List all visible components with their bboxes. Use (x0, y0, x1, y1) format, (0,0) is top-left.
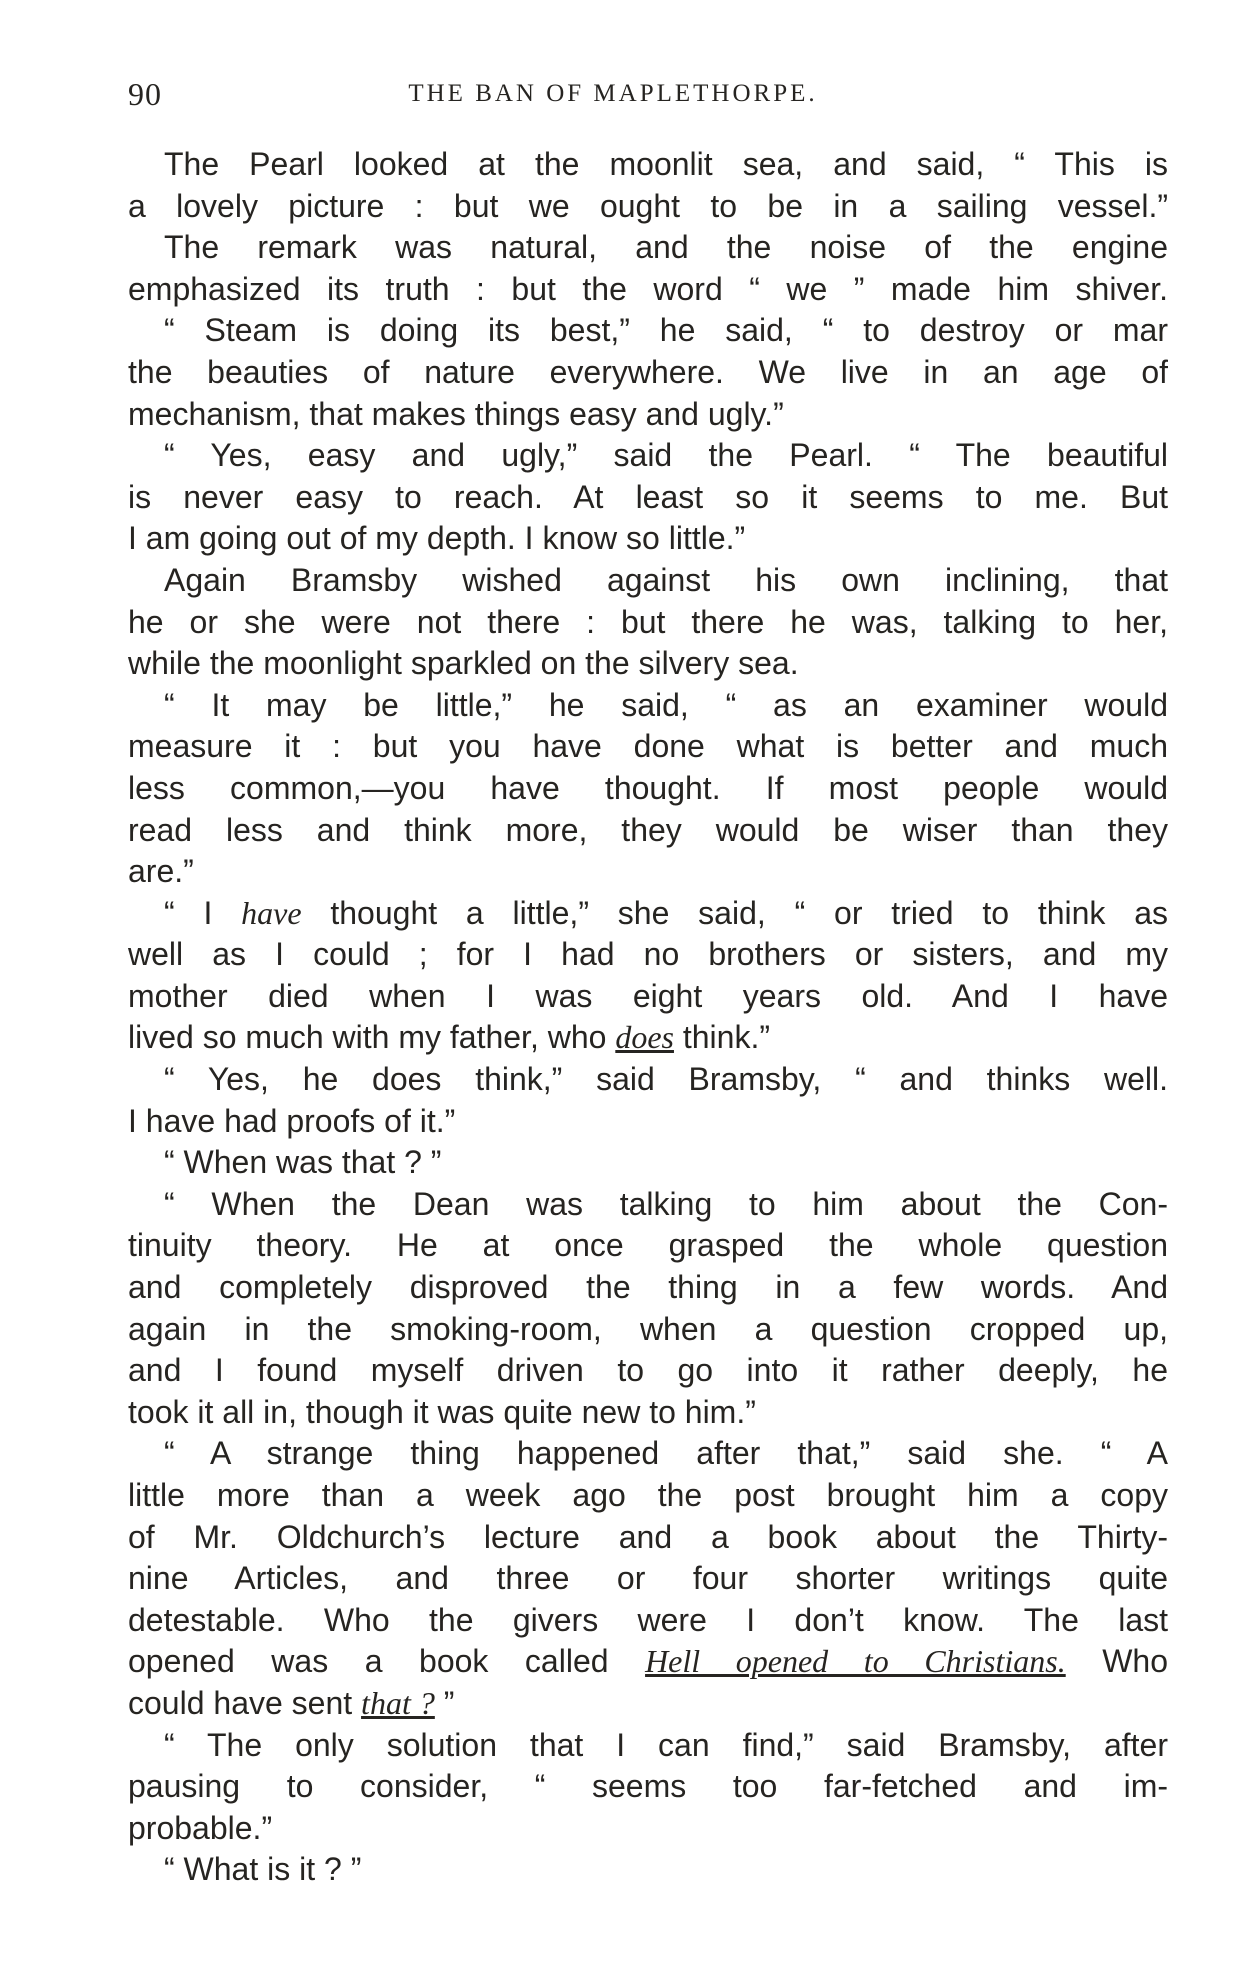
text-line (128, 1766, 1168, 1808)
text-segment: and I found myself driven to go into it rather deeply, he (128, 1352, 1168, 1389)
text-segment: “ I (164, 894, 242, 931)
text-line (128, 518, 1168, 560)
text-segment: “ Steam is doing its best,” he said, “ to destroy or mar (164, 312, 1168, 349)
text-line (128, 269, 1168, 311)
text-segment: Again Bramsby wished against his own inclining, that (164, 561, 1168, 598)
text-segment: “ Yes, he does think,” said Bramsby, “ and thinks well. (164, 1061, 1168, 1098)
text-segment: “ When the Dean was talking to him about the Con- (164, 1185, 1168, 1222)
text-line (128, 1475, 1168, 1517)
italic-text: that ? (361, 1684, 435, 1721)
text-line (128, 310, 1168, 352)
text-segment: emphasized its truth : but the word “ we ” made him shiver. (128, 270, 1168, 307)
italic-text: have (241, 894, 302, 931)
text-segment: and completely disproved the thing in a few words. And (128, 1269, 1168, 1306)
text-line (128, 560, 1168, 602)
text-line (128, 186, 1168, 228)
text-segment: The remark was natural, and the noise of the engine (164, 229, 1168, 266)
page-number: 90 (128, 76, 162, 112)
text-segment: “ The only solution that I can find,” said Bramsby, after (164, 1726, 1168, 1763)
text-segment: well as I could ; for I had no brothers or sisters, and my (128, 936, 1168, 973)
text-line (128, 893, 1168, 935)
text-line (128, 1267, 1168, 1309)
text-line (128, 435, 1168, 477)
text-segment: mother died when I was eight years old. And I have (128, 977, 1168, 1014)
text-segment: detestable. Who the givers were I don’t know. The last (128, 1601, 1168, 1638)
text-line (128, 1101, 1168, 1143)
text-line (128, 768, 1168, 810)
text-segment: nine Articles, and three or four shorter writings quite (128, 1560, 1168, 1597)
text-segment: “ A strange thing happened after that,” said she. “ A (164, 1435, 1168, 1472)
text-segment: is never easy to reach. At least so it seems to me. But (128, 478, 1168, 515)
text-line (128, 1350, 1168, 1392)
text-segment: could have sent (128, 1684, 362, 1721)
text-line (128, 1641, 1168, 1683)
body-text (128, 144, 1168, 1891)
italic-text: Hell opened to Christians. (645, 1643, 1066, 1680)
text-segment: little more than a week ago the post brought him a copy (128, 1477, 1168, 1513)
text-segment: I have had proofs of it.” (128, 1102, 456, 1139)
text-line (128, 1059, 1168, 1101)
text-segment: the beauties of nature everywhere. We live in an age of (128, 353, 1168, 390)
text-segment: he or she were not there : but there he was, talking to her, (128, 603, 1168, 640)
text-line (128, 602, 1168, 644)
text-segment: lived so much with my father, who (128, 1019, 616, 1056)
text-line (128, 1725, 1168, 1767)
text-line (128, 394, 1168, 436)
text-segment: opened was a book called (128, 1643, 646, 1680)
text-line (128, 1849, 1168, 1891)
text-line (128, 685, 1168, 727)
text-line (128, 1184, 1168, 1226)
text-segment: of Mr. Oldchurch’s lecture and a book about the Thirty- (128, 1518, 1168, 1555)
text-segment: “ When was that ? ” (164, 1144, 442, 1181)
text-line (128, 144, 1168, 186)
text-segment: pausing to consider, “ seems too far-fetched and im- (128, 1768, 1168, 1805)
text-segment: while the moonlight sparkled on the silvery sea. (128, 645, 799, 682)
text-segment: measure it : but you have done what is better and much (128, 728, 1168, 765)
text-line (128, 1683, 1168, 1725)
text-segment: The Pearl looked at the moonlit sea, and said, “ This is (164, 146, 1168, 182)
text-line (128, 1309, 1168, 1351)
text-line (128, 227, 1168, 269)
text-segment: “ What is it ? ” (164, 1851, 362, 1888)
text-line (128, 976, 1168, 1018)
text-line (128, 726, 1168, 768)
text-line (128, 1142, 1168, 1184)
text-segment: thought a little,” she said, “ or tried to think as (301, 894, 1168, 931)
text-segment: read less and think more, they would be wiser than they (128, 811, 1168, 848)
text-segment: are.” (128, 853, 194, 890)
text-line (128, 352, 1168, 394)
text-line (128, 1600, 1168, 1642)
text-line (128, 1392, 1168, 1434)
text-segment: a lovely picture : but we ought to be in a sailing vessel.” (128, 187, 1168, 224)
text-line (128, 643, 1168, 685)
text-segment: ” (434, 1684, 455, 1721)
text-segment: I am going out of my depth. I know so little.” (128, 520, 746, 557)
text-segment: probable.” (128, 1809, 273, 1846)
text-segment: “ It may be little,” he said, “ as an examiner would (164, 686, 1168, 723)
text-segment: mechanism, that makes things easy and ugly.” (128, 395, 784, 432)
text-segment: again in the smoking-room, when a question cropped up, (128, 1310, 1168, 1347)
text-line (128, 1017, 1168, 1059)
text-line (128, 1225, 1168, 1267)
text-segment: less common,—you have thought. If most people would (128, 769, 1168, 806)
text-line (128, 851, 1168, 893)
text-line (128, 1558, 1168, 1600)
running-head: THE BAN OF MAPLETHORPE. (408, 80, 818, 107)
text-line (128, 810, 1168, 852)
text-line (128, 1433, 1168, 1475)
text-segment: Who (1065, 1643, 1168, 1680)
text-line (128, 477, 1168, 519)
italic-text: does (615, 1019, 674, 1056)
text-line (128, 1517, 1168, 1559)
text-segment: think.” (673, 1019, 770, 1056)
text-segment: “ Yes, easy and ugly,” said the Pearl. “ The beautiful (164, 437, 1168, 474)
text-line (128, 934, 1168, 976)
page-header (128, 66, 1168, 118)
text-line (128, 1808, 1168, 1850)
text-segment: tinuity theory. He at once grasped the whole question (128, 1227, 1168, 1264)
text-segment: took it all in, though it was quite new to him.” (128, 1393, 756, 1430)
